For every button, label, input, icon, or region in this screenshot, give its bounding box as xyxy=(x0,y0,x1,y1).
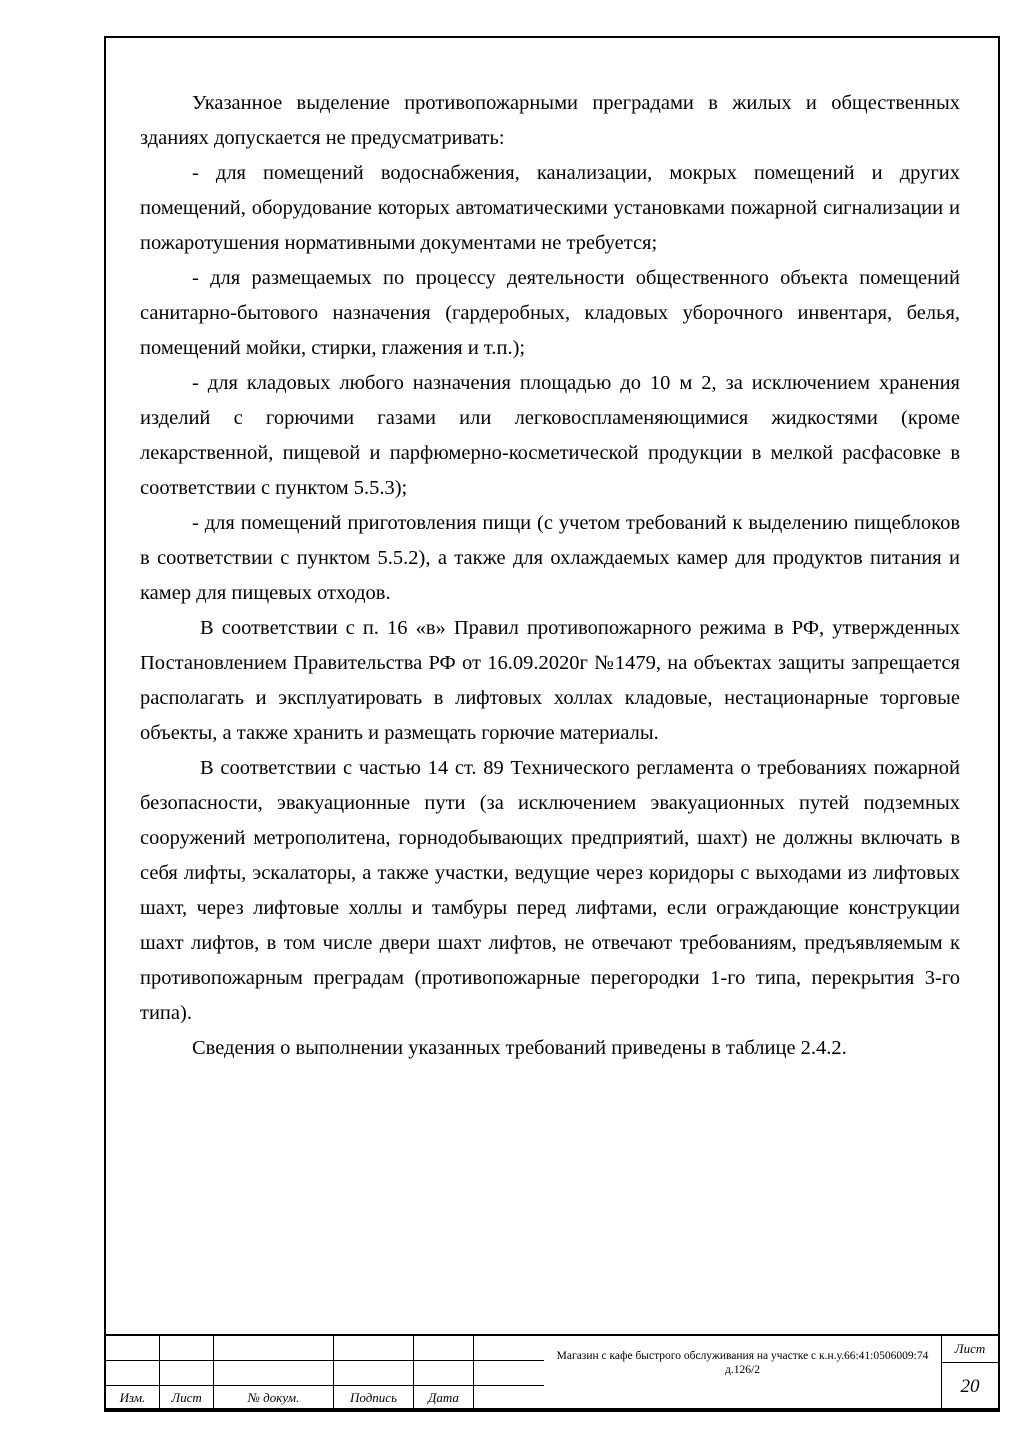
paragraph-2: - для помещений водоснабжения, канализации, мокрых помещений и других помещений, оборудование которых автоматическими установками пожарной сигнализации и пожаротушения нормативными документами не требуется; xyxy=(140,162,960,254)
stamp-sheet-label: Лист xyxy=(942,1336,998,1363)
stamp-left-grid xyxy=(106,1336,544,1410)
stamp-cell-blank xyxy=(106,1361,160,1385)
stamp-cell-blank xyxy=(160,1361,214,1385)
paragraph-5: - для помещений приготовления пищи (с учетом требований к выделению пищеблоков в соответствии с пунктом 5.5.2), а также для охлаждаемых камер для продуктов питания и камер для пищевых отходов. xyxy=(140,512,960,604)
stamp-cell-blank xyxy=(414,1336,474,1360)
stamp-row-empty-1 xyxy=(106,1336,544,1361)
stamp-cell-blank xyxy=(334,1336,414,1360)
stamp-sheet-cells xyxy=(942,1336,998,1410)
stamp-header-izm: Изм. xyxy=(106,1386,160,1410)
paragraph-8: Сведения о выполнении указанных требований приведены в таблице 2.4.2. xyxy=(192,1037,847,1059)
stamp-cell-blank xyxy=(214,1361,334,1385)
stamp-header-docnum: № докум. xyxy=(214,1386,334,1410)
title-block-stamp xyxy=(104,1334,1000,1412)
stamp-cell-blank xyxy=(334,1361,414,1385)
stamp-project-title-cell xyxy=(544,1336,942,1410)
document-text-body xyxy=(140,86,960,1066)
stamp-project-title: Магазин с кафе быстрого обслуживания на участке с к.н.у.66:41:0506009:74 д.126/2 xyxy=(556,1350,929,1376)
stamp-cell-blank xyxy=(106,1336,160,1360)
stamp-row-empty-2 xyxy=(106,1361,544,1386)
stamp-cell-blank xyxy=(160,1336,214,1360)
paragraph-7: В соответствии с частью 14 ст. 89 Технического регламента о требованиях пожарной безопасности, эвакуационные пути (за исключением эвакуационных путей подземных сооружений метрополитена, горнодобывающих предприятий, шахт) не должны включать в себя лифты, эскалаторы, а также участки, ведущие через коридоры с выходами из лифтовых шахт, через лифтовые холлы и тамбуры перед лифтами, если ограждающие конструкции шахт лифтов, в том числе двери шахт лифтов, не отвечают требованиям, предъявляемым к противопожарным преградам (противопожарные перегородки 1-го типа, перекрытия 3-го типа). xyxy=(140,757,960,1024)
stamp-cell-blank xyxy=(214,1336,334,1360)
paragraph-1: Указанное выделение противопожарными преградами в жилых и общественных зданиях допускается не предусматривать: xyxy=(140,92,960,149)
paragraph-6: В соответствии с п. 16 «в» Правил противопожарного режима в РФ, утвержденных Постановлением Правительства РФ от 16.09.2020г №1479, на объектах защиты запрещается располагать и эксплуатировать в лифтовых холлах кладовые, нестационарные торговые объекты, а также хранить и размещать горючие материалы. xyxy=(140,617,960,744)
stamp-row-headers xyxy=(106,1386,544,1410)
stamp-header-list: Лист xyxy=(160,1386,214,1410)
stamp-header-signature: Подпись xyxy=(334,1386,414,1410)
stamp-header-date: Дата xyxy=(414,1386,474,1410)
stamp-sheet-number: 20 xyxy=(960,1375,980,1397)
paragraph-3: - для размещаемых по процессу деятельности общественного объекта помещений санитарно-бытового назначения (гардеробных, кладовых уборочного инвентаря, белья, помещений мойки, стирки, глажения и т.п.); xyxy=(140,267,960,359)
paragraph-4: - для кладовых любого назначения площадью до 10 м 2, за исключением хранения изделий с горючими газами или легковоспламеняющимися жидкостями (кроме лекарственной, пищевой и парфюмерно-косметической продукции в мелкой расфасовке в соответствии с пунктом 5.5.3); xyxy=(140,372,960,499)
stamp-cell-blank xyxy=(414,1361,474,1385)
